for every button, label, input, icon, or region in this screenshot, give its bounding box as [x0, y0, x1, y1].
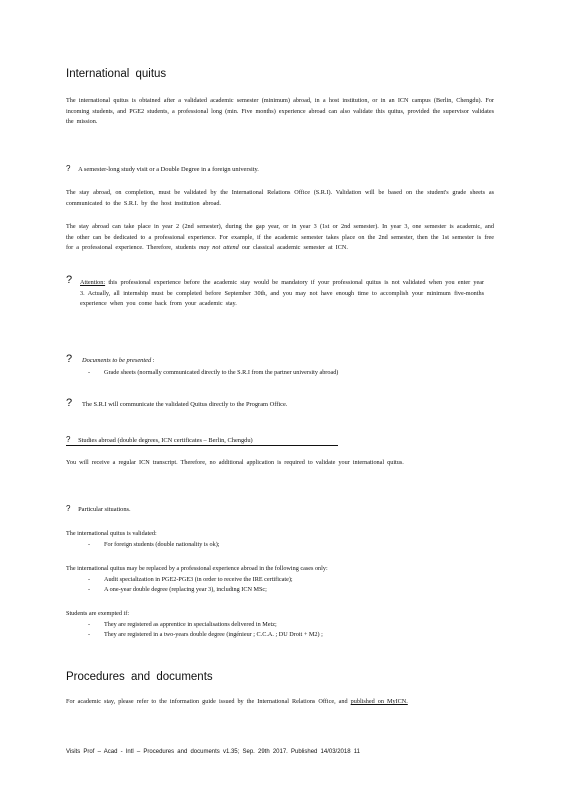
semester-long-heading: A semester-long study visit or a Double Degree in a foreign university. — [78, 166, 259, 173]
semester-long-p2-tail: our classical academic semester at ICN. — [241, 244, 348, 251]
list-item: - Audit specialization in PGE2-PGE3 (in order to receive the IRE certificate); — [84, 575, 293, 585]
procedures-text — [66, 697, 494, 708]
attention-text: this professional experience before the academic stay would be mandatory if your professional quitus is not validated when you enter year 3. Actually, all internship must be completed before September 30th, and you may not have enough time to accomplish your minimum five-months experience when you come back from your academic stay. — [80, 279, 484, 307]
semester-long-p2 — [66, 222, 494, 254]
studies-abroad-text: You will receive a regular ICN transcript. Therefore, no additional application is required to validate your international quitus. — [66, 459, 404, 466]
intro-paragraph: The international quitus is obtained after a validated academic semester (minimum) abroad, in a host institution, or in an ICN campus (Berlin, Chengdu). For incoming students, and PGE2 students, a professional long (min. Five months) experience abroad can also validate this quitus, provided the supervisor validates the mission. — [66, 97, 494, 125]
documents-heading-row — [82, 357, 155, 364]
replaced-intro: The international quitus may be replaced by a professional experience abroad in the following cases only: — [66, 565, 328, 572]
list-item: - They are registered in a two-years double degree (ingénieur ; C.C.A. ; DU Droit + M2) ; — [84, 630, 323, 640]
page-footer: Visits Prof – Acad - Intl – Procedures and documents v1.35; Sep. 29th 2017. Published 14/03/2018 11 — [66, 749, 360, 755]
documents-heading-tail: : — [151, 357, 155, 364]
section-title-international-quitus: International quitus — [66, 68, 167, 80]
particular-heading: Particular situations. — [78, 506, 131, 513]
question-bullet-icon: ? — [66, 274, 73, 286]
procedures-text-before: For academic stay, please refer to the information guide issued by the International Relations Office, and — [66, 698, 348, 705]
semester-long-p2-italic: may not attend — [198, 244, 239, 251]
semester-long-p1: The stay abroad, on completion, must be validated by the International Relations Office (S.R.I). Validation will be based on the student's grade sheets as communicated to the S.R.I. by the host institution abroad. — [66, 189, 494, 207]
semester-long-heading-row — [66, 164, 259, 173]
documents-heading: Documents to be presented — [82, 357, 152, 364]
list-item: - Grade sheets (normally communicated directly to the S.R.I from the partner university abroad) — [84, 368, 338, 378]
exempted-intro: Students are exempted if: — [66, 610, 130, 617]
question-bullet-icon: ? — [66, 164, 71, 173]
documents-list — [84, 368, 338, 378]
attention-paragraph — [80, 278, 484, 310]
validated-list — [84, 540, 219, 550]
myicn-link[interactable]: published on MyICN. — [350, 698, 408, 705]
list-item: - They are registered as apprentice in specialisations delivered in Metz; — [84, 620, 323, 630]
question-bullet-icon: ? — [66, 435, 71, 444]
semester-long-p2-text: The stay abroad can take place in year 2 (2nd semester), during the gap year, or in year 3 (1st or 2nd semester). In year 3, one semester is academic, and the other can be dedicated to a professional experience. For example, if the academic semester takes place on the 2nd semester, then the 1st semester is free for a professional experience. Therefore, students — [66, 223, 494, 251]
replaced-list — [84, 575, 293, 595]
question-bullet-icon: ? — [66, 397, 73, 409]
studies-abroad-heading-row — [66, 435, 338, 446]
validated-intro: The international quitus is validated: — [66, 530, 157, 537]
question-bullet-icon: ? — [66, 353, 73, 365]
sri-communication-line: The S.R.I will communicate the validated Quitus directly to the Program Office. — [82, 401, 288, 408]
particular-heading-row — [66, 504, 131, 513]
list-item: - A one-year double degree (replacing year 3), including ICN MSc; — [84, 585, 293, 595]
question-bullet-icon: ? — [66, 504, 71, 513]
list-item: - For foreign students (double nationality is ok); — [84, 540, 219, 550]
section-title-procedures: Procedures and documents — [66, 671, 213, 683]
attention-label: Attention: — [80, 279, 106, 286]
exempted-list — [84, 620, 323, 640]
studies-abroad-heading: Studies abroad (double degrees, ICN certificates – Berlin, Chengdu) — [78, 437, 253, 444]
